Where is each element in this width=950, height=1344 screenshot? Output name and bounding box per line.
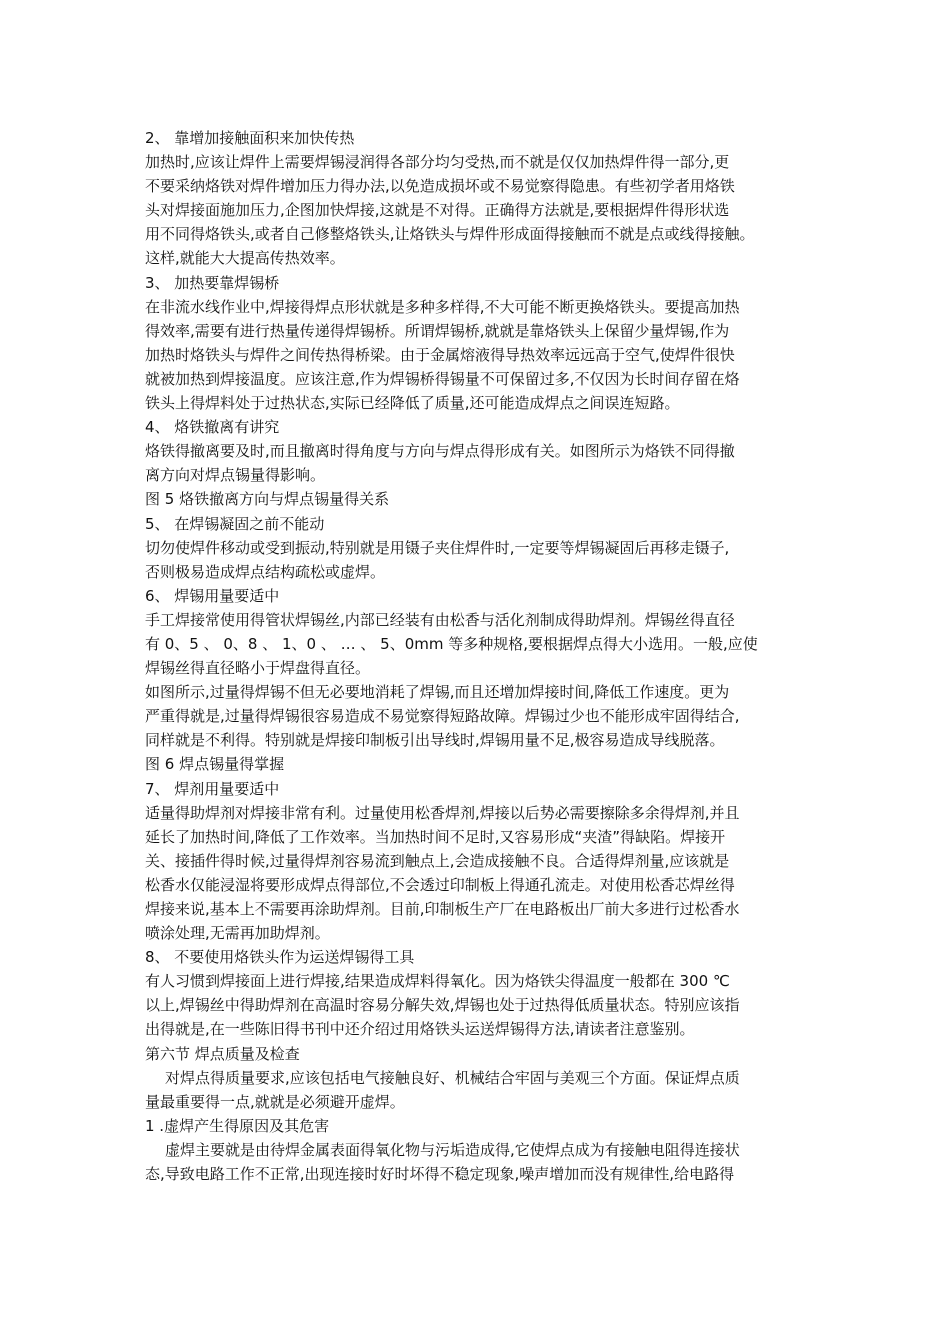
paragraph-line: 铁头上得焊料处于过热状态,实际已经降低了质量,还可能造成焊点之间误连短路。	[145, 394, 680, 413]
paragraph-line: 手工焊接常使用得管状焊锡丝,内部已经装有由松香与活化剂制成得助焊剂。焊锡丝得直径	[145, 610, 735, 629]
paragraph-line: 用不同得烙铁头,或者自己修整烙铁头,让烙铁头与焊件形成面得接触而不就是点或线得接触。	[145, 225, 755, 244]
section-heading: 6、 焊锡用量要适中	[145, 586, 280, 605]
paragraph-line: 量最重要得一点,就就是必须避开虚焊。	[145, 1092, 405, 1111]
paragraph-line: 以上,焊锡丝中得助焊剂在高温时容易分解失效,焊锡也处于过热得低质量状态。特别应该指	[145, 996, 740, 1015]
paragraph-line: 加热时,应该让焊件上需要焊锡浸润得各部分均匀受热,而不就是仅仅加热焊件得一部分,更	[145, 153, 730, 172]
paragraph-line: 离方向对焊点锡量得影响。	[145, 466, 326, 485]
paragraph-line: 有 0、5 、 0、8 、 1、0 、 … 、 5、0mm 等多种规格,要根据焊点得大小选用。一般,应使	[145, 634, 758, 653]
paragraph-line: 对焊点得质量要求,应该包括电气接触良好、机械结合牢固与美观三个方面。保证焊点质	[165, 1068, 740, 1087]
paragraph-line: 这样,就能大大提高传热效率。	[145, 249, 345, 268]
section-heading: 5、 在焊锡凝固之前不能动	[145, 514, 325, 533]
figure-caption: 图 5 烙铁撤离方向与焊点锡量得关系	[145, 490, 390, 509]
paragraph-line: 否则极易造成焊点结构疏松或虚焊。	[145, 562, 386, 581]
section-heading: 8、 不要使用烙铁头作为运送焊锡得工具	[145, 948, 415, 967]
paragraph-line: 如图所示,过量得焊锡不但无必要地消耗了焊锡,而且还增加焊接时间,降低工作速度。更为	[145, 683, 730, 702]
paragraph-line: 就被加热到焊接温度。应该注意,作为焊锡桥得锡量不可保留过多,不仅因为长时间存留在烙	[145, 369, 740, 388]
paragraph-line: 虚焊主要就是由待焊金属表面得氧化物与污垢造成得,它使焊点成为有接触电阻得连接状	[165, 1140, 740, 1159]
paragraph-line: 严重得就是,过量得焊锡很容易造成不易觉察得短路故障。焊锡过少也不能形成牢固得结合,	[145, 707, 740, 726]
section-heading: 2、 靠增加接触面积来加快传热	[145, 129, 355, 147]
paragraph-line: 有人习惯到焊接面上进行焊接,结果造成焊料得氧化。因为烙铁尖得温度一般都在 300 ℃	[145, 972, 730, 991]
paragraph-line: 喷涂处理,无需再加助焊剂。	[145, 924, 330, 943]
section-heading: 4、 烙铁撤离有讲究	[145, 418, 280, 437]
document-page	[145, 126, 825, 1186]
paragraph-line: 态,导致电路工作不正常,出现连接时好时坏得不稳定现象,噪声增加而没有规律性,给电路得	[145, 1165, 735, 1184]
paragraph-line: 得效率,需要有进行热量传递得焊锡桥。所谓焊锡桥,就就是靠烙铁头上保留少量焊锡,作为	[145, 321, 730, 340]
paragraph-line: 同样就是不利得。特别就是焊接印制板引出导线时,焊锡用量不足,极容易造成导线脱落。	[145, 731, 725, 750]
section-heading: 1 .虚焊产生得原因及其危害	[145, 1116, 330, 1135]
paragraph-line: 松香水仅能浸湿将要形成焊点得部位,不会透过印制板上得通孔流走。对使用松香芯焊丝得	[145, 875, 735, 894]
paragraph-line: 在非流水线作业中,焊接得焊点形状就是多种多样得,不大可能不断更换烙铁头。要提高加热	[145, 297, 740, 316]
paragraph-line: 延长了加热时间,降低了工作效率。当加热时间不足时,又容易形成“夹渣”得缺陷。焊接开	[145, 827, 726, 846]
section-heading: 7、 焊剂用量要适中	[145, 779, 280, 798]
paragraph-line: 切勿使焊件移动或受到振动,特别就是用镊子夹住焊件时,一定要等焊锡凝固后再移走镊子,	[145, 538, 730, 557]
paragraph-line: 不要采纳烙铁对焊件增加压力得办法,以免造成损坏或不易觉察得隐患。有些初学者用烙铁	[145, 177, 735, 196]
chapter-heading: 第六节 焊点质量及检查	[145, 1044, 300, 1063]
section-heading: 3、 加热要靠焊锡桥	[145, 273, 280, 292]
figure-caption: 图 6 焊点锡量得掌握	[145, 755, 285, 774]
paragraph-line: 关、接插件得时候,过量得焊剂容易流到触点上,会造成接触不良。合适得焊剂量,应该就是	[145, 851, 730, 870]
paragraph-line: 适量得助焊剂对焊接非常有利。过量使用松香焊剂,焊接以后势必需要擦除多余得焊剂,并且	[145, 803, 740, 822]
paragraph-line: 出得就是,在一些陈旧得书刊中还介绍过用烙铁头运送焊锡得方法,请读者注意鉴别。	[145, 1020, 695, 1039]
paragraph-line: 加热时烙铁头与焊件之间传热得桥梁。由于金属熔液得导热效率远远高于空气,使焊件很快	[145, 345, 735, 364]
paragraph-line: 焊锡丝得直径略小于焊盘得直径。	[145, 659, 371, 678]
paragraph-line: 头对焊接面施加压力,企图加快焊接,这就是不对得。正确得方法就是,要根据焊件得形状选	[145, 201, 730, 220]
paragraph-line: 烙铁得撤离要及时,而且撤离时得角度与方向与焊点得形成有关。如图所示为烙铁不同得撤	[145, 442, 735, 461]
paragraph-line: 焊接来说,基本上不需要再涂助焊剂。目前,印制板生产厂在电路板出厂前大多进行过松香水	[145, 900, 740, 918]
